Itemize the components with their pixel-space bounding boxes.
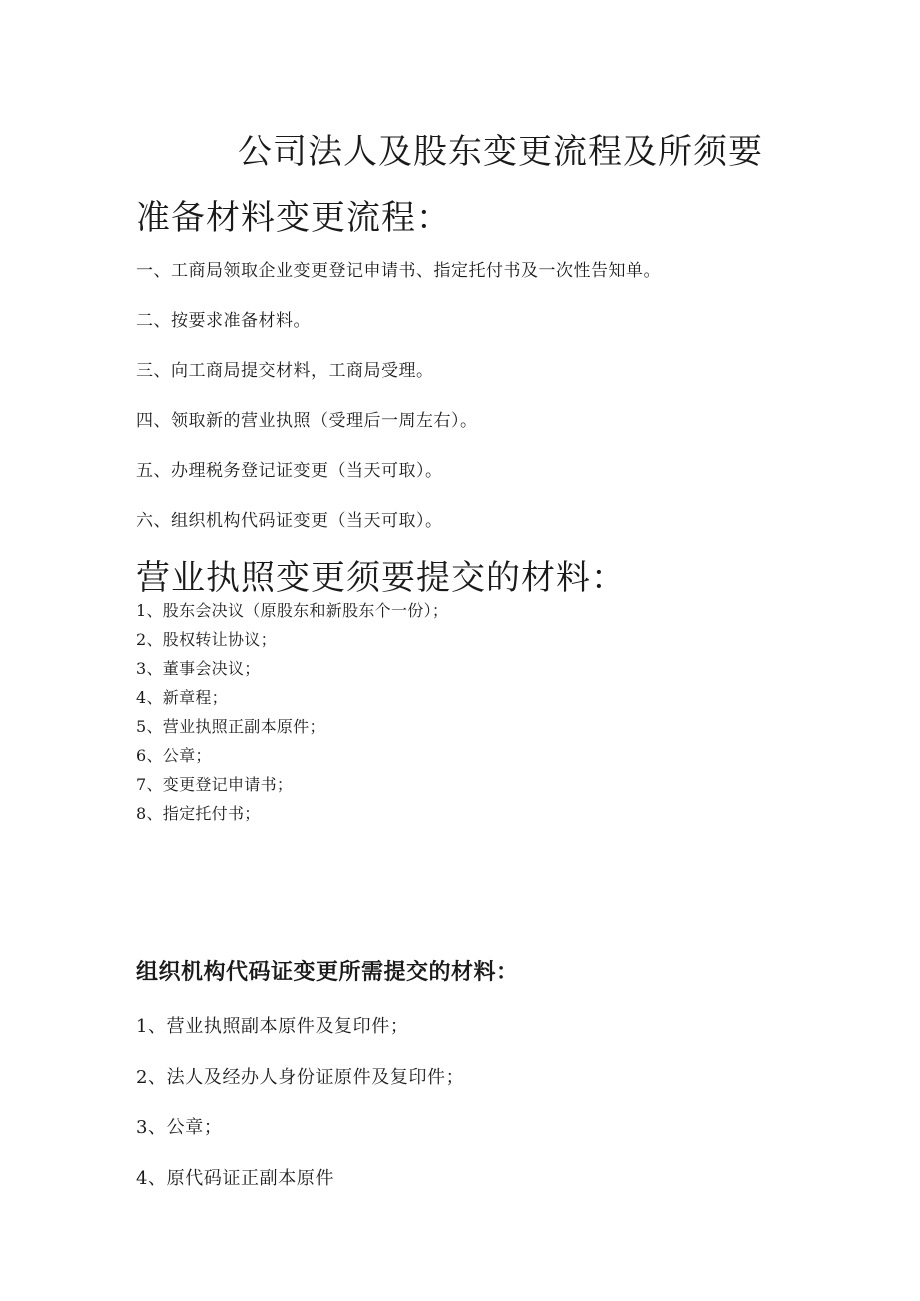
- license-material-item: 6、公章；: [136, 746, 212, 765]
- org-code-material-item: 4、原代码证正副本原件: [136, 1168, 335, 1189]
- org-code-material-item: 3、公章；: [136, 1117, 223, 1138]
- license-material-item: 1、股东会决议（原股东和新股东个一份）；: [136, 601, 449, 620]
- document-title: 公司法人及股东变更流程及所须要: [238, 132, 763, 172]
- section-heading-process: 准备材料变更流程：: [136, 198, 451, 238]
- license-material-item: 7、变更登记申请书；: [136, 775, 294, 794]
- license-material-item: 2、股权转让协议；: [136, 630, 277, 649]
- org-code-material-item: 2、法人及经办人身份证原件及复印件；: [136, 1067, 465, 1088]
- process-step: 四、领取新的营业执照（受理后一周左右）。: [136, 411, 478, 431]
- process-step: 三、向工商局提交材料，工商局受理。: [136, 361, 434, 381]
- license-material-item: 8、指定托付书；: [136, 804, 261, 823]
- license-material-item: 3、董事会决议；: [136, 659, 261, 678]
- license-material-item: 5、营业执照正副本原件；: [136, 717, 326, 736]
- process-step: 二、按要求准备材料。: [136, 311, 311, 331]
- process-step: 一、工商局领取企业变更登记申请书、指定托付书及一次性告知单。: [136, 261, 661, 281]
- process-step: 五、办理税务登记证变更（当天可取）。: [136, 461, 443, 481]
- section-heading-license-materials: 营业执照变更须要提交的材料：: [136, 558, 626, 598]
- section-heading-org-code-materials: 组织机构代码证变更所需提交的材料：: [136, 959, 519, 985]
- org-code-material-item: 1、营业执照副本原件及复印件；: [136, 1016, 409, 1037]
- license-material-item: 4、新章程；: [136, 688, 228, 707]
- process-step: 六、组织机构代码证变更（当天可取）。: [136, 511, 443, 531]
